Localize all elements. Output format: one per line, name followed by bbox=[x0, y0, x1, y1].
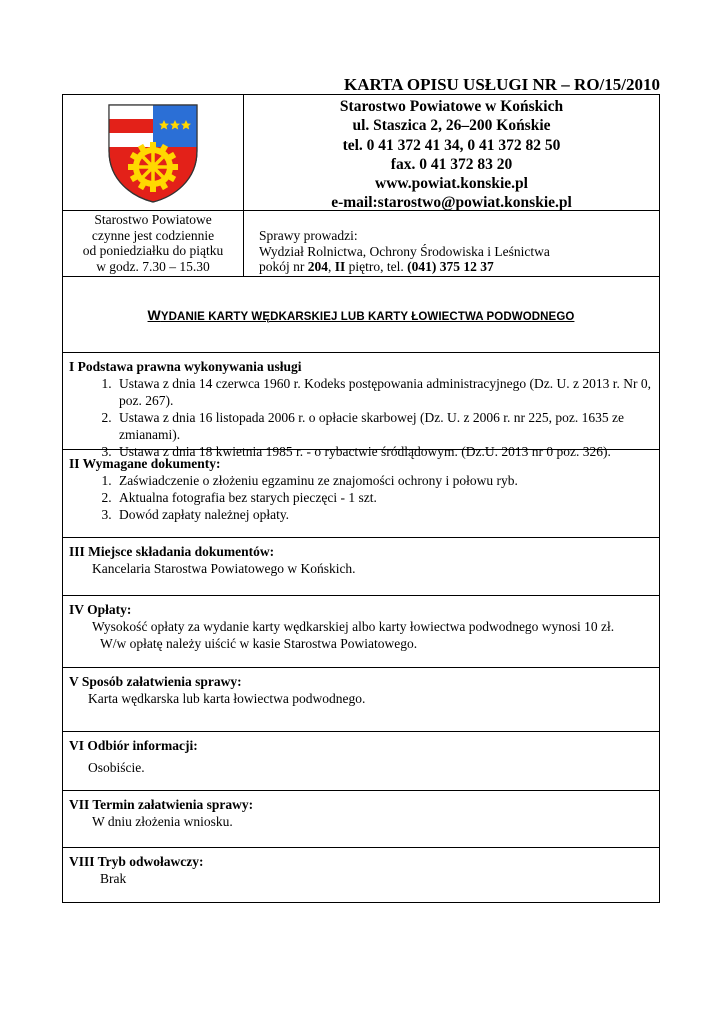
service-title-row bbox=[63, 277, 659, 353]
hours-line: od poniedziałku do piątku bbox=[82, 243, 224, 258]
hours-line: czynne jest codziennie bbox=[91, 227, 215, 243]
section-heading: V Sposób załatwienia sprawy: bbox=[69, 674, 242, 689]
list-item: 2. Aktualna fotografia bez starych pieczęci - 1 szt. bbox=[115, 489, 653, 506]
opening-hours bbox=[63, 211, 244, 276]
list-item: 3. Dowód zapłaty należnej opłaty. bbox=[115, 506, 653, 523]
list-item: 1. Ustawa z dnia 14 czerwca 1960 r. Kodeks postępowania administracyjnego (Dz. U. z 2013 r. Nr 0, poz. 267). bbox=[115, 375, 653, 409]
section-heading: VI Odbiór informacji: bbox=[69, 738, 198, 753]
document-title: KARTA OPISU USŁUGI NR – RO/15/2010 bbox=[344, 75, 660, 94]
legal-basis-list bbox=[69, 375, 653, 460]
office-address: ul. Staszica 2, 26–200 Końskie bbox=[352, 117, 551, 135]
section-required-documents bbox=[63, 450, 659, 538]
section-text: Brak bbox=[100, 871, 127, 886]
section-appeal bbox=[63, 848, 659, 902]
section-collection bbox=[63, 732, 659, 791]
list-item: 3. Ustawa z dnia 18 kwietnia 1985 r. - o rybactwie śródlądowym. (Dz.U. 2013 nr 0 poz. 326). bbox=[115, 443, 653, 460]
section-legal-basis bbox=[63, 353, 659, 459]
section-text: Karta wędkarska lub karta łowiectwa podwodnego. bbox=[88, 691, 366, 706]
section-text: Kancelaria Starostwa Powiatowego w Końskich. bbox=[92, 561, 356, 576]
section-deadline bbox=[63, 791, 659, 848]
section-heading: II Wymagane dokumenty: bbox=[69, 456, 221, 471]
list-item: 1. Zaświadczenie o złożeniu egzaminu ze znajomości ochrony i połowu ryb. bbox=[115, 472, 653, 489]
fee-amount: Wysokość opłaty za wydanie karty wędkarskiej albo karty łowiectwa podwodnego wynosi 10 zł. bbox=[92, 619, 615, 634]
service-card bbox=[62, 94, 660, 903]
office-fax: fax. 0 41 372 83 20 bbox=[390, 155, 513, 173]
coat-of-arms-logo bbox=[107, 103, 199, 203]
hours-line: Starostwo Powiatowe bbox=[94, 212, 212, 227]
section-heading: I Podstawa prawna wykonywania usługi bbox=[69, 359, 302, 374]
dept-name: Wydział Rolnictwa, Ochrony Środowiska i Leśnictwa bbox=[259, 243, 550, 259]
section-heading: VIII Tryb odwoławczy: bbox=[69, 854, 204, 869]
section-heading: VII Termin załatwienia sprawy: bbox=[69, 797, 254, 812]
section-fees bbox=[63, 596, 659, 668]
department-info bbox=[244, 211, 659, 276]
fee-payment-place: W/w opłatę należy uiścić w kasie Starostwa Powiatowego. bbox=[100, 636, 418, 651]
info-row bbox=[63, 211, 659, 277]
office-contact bbox=[244, 95, 659, 210]
section-heading: III Miejsce składania dokumentów: bbox=[69, 544, 275, 559]
section-heading: IV Opłaty: bbox=[69, 602, 132, 617]
office-email: e-mail:starostwo@powiat.konskie.pl bbox=[331, 194, 572, 212]
dept-label: Sprawy prowadzi: bbox=[259, 228, 358, 243]
service-title: WYDANIE KARTY WĘDKARSKIEJ LUB KARTY ŁOWIECTWA PODWODNEGO bbox=[147, 306, 575, 323]
office-website: www.powiat.konskie.pl bbox=[375, 175, 528, 193]
office-phone: tel. 0 41 372 41 34, 0 41 372 82 50 bbox=[342, 136, 561, 154]
dept-room: pokój nr 204, II piętro, tel. (041) 375 12 37 bbox=[259, 259, 494, 274]
section-resolution bbox=[63, 668, 659, 732]
hours-line: w godz. 7.30 – 15.30 bbox=[96, 258, 210, 274]
required-documents-list bbox=[69, 472, 653, 523]
section-text: W dniu złożenia wniosku. bbox=[92, 814, 233, 829]
list-item: 2. Ustawa z dnia 16 listopada 2006 r. o opłacie skarbowej (Dz. U. z 2006 r. nr 225, poz. 1635 ze zmianami). bbox=[115, 409, 653, 443]
header-row bbox=[63, 95, 659, 211]
logo-cell bbox=[63, 95, 244, 210]
section-submission-place bbox=[63, 538, 659, 596]
office-name: Starostwo Powiatowe w Końskich bbox=[339, 98, 564, 115]
section-text: Osobiście. bbox=[88, 760, 145, 775]
